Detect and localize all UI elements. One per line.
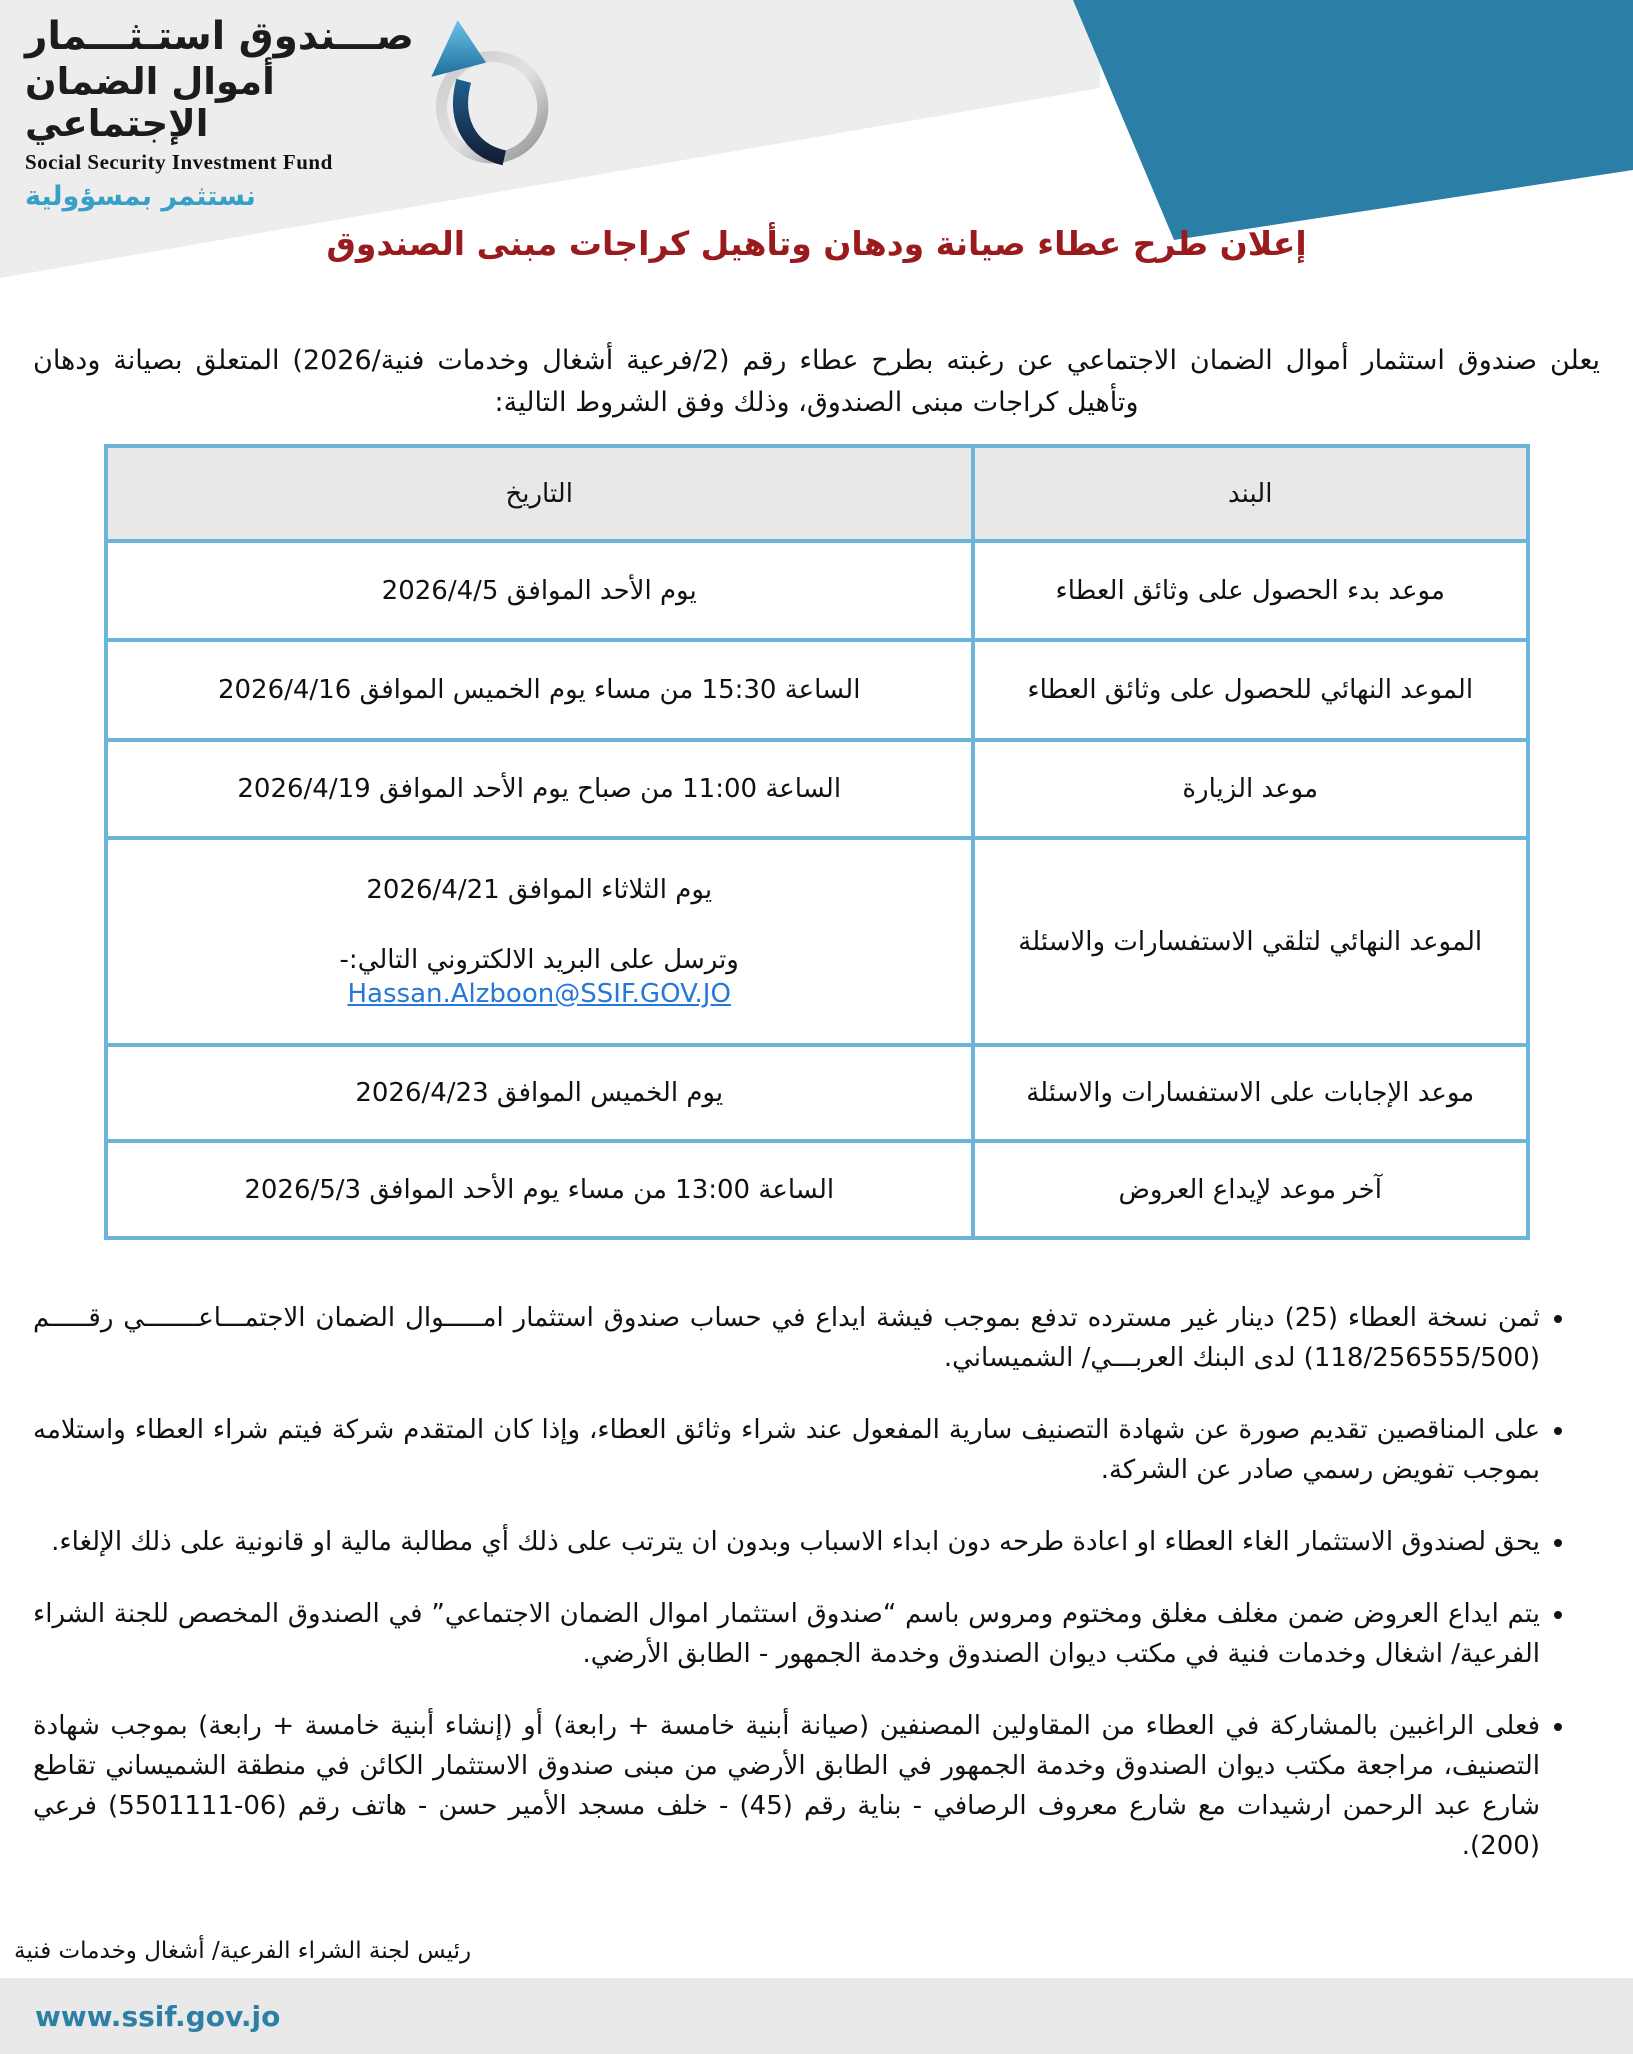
contact-email-link[interactable]: Hassan.Alzboon@SSIF.GOV.JO [347,978,731,1009]
logo-title-arabic-line1: صـــندوق استـثـــمار [25,14,414,59]
logo-subtitle-english: Social Security Investment Fund [25,149,333,174]
column-header-date: التاريخ [106,446,973,541]
date-cell [106,838,973,1045]
tender-terms-list [0,1298,1633,1898]
item-cell: الموعد النهائي لتلقي الاستفسارات والاسئلة [973,838,1528,1045]
table-row [106,1141,1528,1238]
page-header [0,0,1633,290]
announcement-intro: يعلن صندوق استثمار أموال الضمان الاجتماعي عن رغبته بطرح عطاء رقم (2/فرعية أشغال وخدمات فنية/2026) المتعلق بصيانة ودهان وتأهيل كراجات مبنى الصندوق، وذلك وفق الشروط التالية: [33,345,1600,418]
table-header-row [106,446,1528,541]
table-row [106,1045,1528,1141]
deadline-day: يوم الثلاثاء الموافق 2026/4/21 [366,874,713,905]
tender-schedule-table [104,444,1530,1240]
date-cell: الساعة 15:30 من مساء يوم الخميس الموافق 2026/4/16 [106,640,973,740]
website-url: www.ssif.gov.jo [35,1999,281,2033]
logo-text-block [25,14,423,212]
term-item: • فعلى الراغبين بالمشاركة في العطاء من المقاولين المصنفين (صيانة أبنية خامسة + رابعة) أو (إنشاء أبنية خامسة + رابعة) بموجب شهادة التصنيف، مراجعة مكتب ديوان الصندوق وخدمة الجمهور في الطابق الأرضي من مبنى صندوق الاستثمار الكائن في منطقة الشميساني تقاطع شارع عبد الرحمن ارشيدات مع شارع معروف الرصافي - بناية رقم (45) - خلف مسجد الأمير حسن - هاتف رقم (06-5501111) فرعي (200). [33,1706,1540,1866]
date-cell: الساعة 11:00 من صباح يوم الأحد الموافق 2026/4/19 [106,740,973,838]
date-cell: يوم الخميس الموافق 2026/4/23 [106,1045,973,1141]
email-note: وترسل على البريد الالكتروني التالي:- [339,944,739,975]
term-item: • يتم ايداع العروض ضمن مغلف مغلق ومختوم ومروس باسم “صندوق استثمار اموال الضمان الاجتماعي” في الصندوق المخصص للجنة الشراء الفرعية/ اشغال وخدمات فنية في مكتب ديوان الصندوق وخدمة الجمهور - الطابق الأرضي. [33,1594,1540,1674]
signature-line: رئيس لجنة الشراء الفرعية/ أشغال وخدمات فنية [14,1938,472,1964]
column-header-item: البند [973,446,1528,541]
footer-bar [0,1978,1633,2054]
table-row [106,541,1528,640]
term-item: • على المناقصين تقديم صورة عن شهادة التصنيف سارية المفعول عند شراء وثائق العطاء، وإذا كان المتقدم شركة فيتم شراء العطاء واستلامه بموجب تفويض رسمي صادر عن الشركة. [33,1410,1540,1490]
term-item: • ثمن نسخة العطاء (25) دينار غير مسترده تدفع بموجب فيشة ايداع في حساب صندوق استثمار امـــــوال الضمان الاجتمـــاعـــــــي رقـــــم (118/256555/500) لدى البنك العربـــي/ الشميساني. [33,1298,1540,1378]
item-cell: موعد الإجابات على الاستفسارات والاسئلة [973,1045,1528,1141]
item-cell: موعد الزيارة [973,740,1528,838]
date-cell: يوم الأحد الموافق 2026/4/5 [106,541,973,640]
announcement-title: إعلان طرح عطاء صيانة ودهان وتأهيل كراجات مبنى الصندوق [326,224,1307,263]
table-row [106,740,1528,838]
date-cell: الساعة 13:00 من مساء يوم الأحد الموافق 2026/5/3 [106,1141,973,1238]
table-row [106,838,1528,1045]
ssif-logo [25,14,549,212]
item-cell: موعد بدء الحصول على وثائق العطاء [973,541,1528,640]
item-cell: الموعد النهائي للحصول على وثائق العطاء [973,640,1528,740]
logo-tagline: نستثمر بمسؤولية [25,180,256,212]
term-item: • يحق لصندوق الاستثمار الغاء العطاء او اعادة طرحه دون ابداء الاسباب وبدون ان يترتب على ذلك أي مطالبة مالية او قانونية على ذلك الإلغاء. [33,1522,1540,1562]
item-cell: آخر موعد لإيداع العروض [973,1141,1528,1238]
logo-title-arabic-line2: أموال الضمان الإجتماعي [25,59,275,146]
table-row [106,640,1528,740]
arrow-circle-logo-icon [417,14,549,166]
